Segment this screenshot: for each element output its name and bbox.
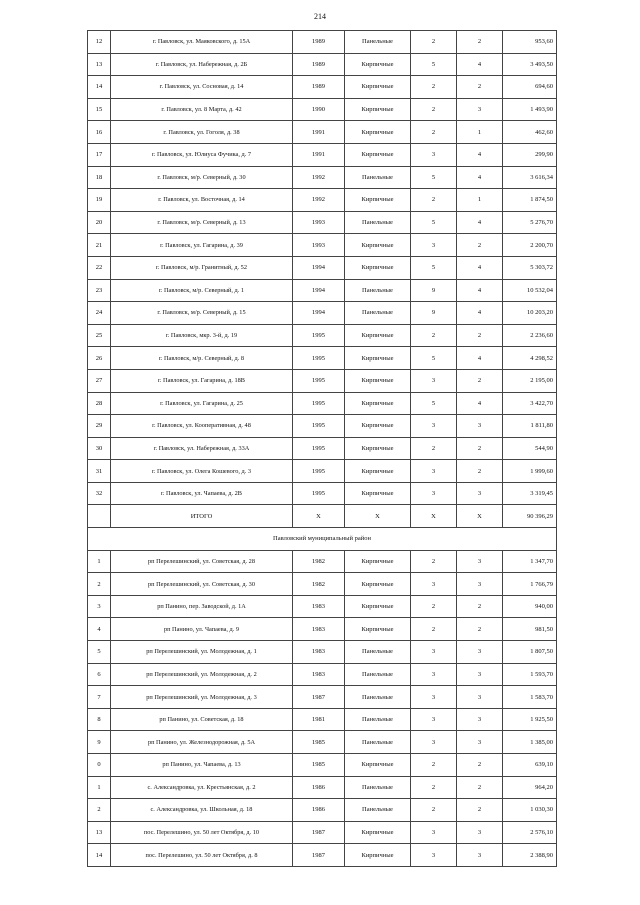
wall-material-cell: Кирпичные — [345, 143, 411, 166]
address-cell: пос. Перелешино, ул. 50 лет Октября, д. 10 — [111, 821, 293, 844]
address-cell: г. Павловск, м/р. Северный, д. 13 — [111, 211, 293, 234]
wall-material-cell: Панельные — [345, 731, 411, 754]
address-cell: г. Павловск, ул. Кооперативная, д. 48 — [111, 415, 293, 438]
entrances-cell: 3 — [457, 708, 503, 731]
entrances-cell: 4 — [457, 347, 503, 370]
floors-cell: 5 — [411, 256, 457, 279]
wall-material-cell: Панельные — [345, 799, 411, 822]
row-number-cell: 14 — [88, 76, 111, 99]
area-cell: 2 576,10 — [503, 821, 557, 844]
table-row — [88, 708, 557, 731]
table-row — [88, 799, 557, 822]
entrances-cell: 2 — [457, 234, 503, 257]
table-row — [88, 302, 557, 325]
table-row — [88, 460, 557, 483]
entrances-cell: 3 — [457, 573, 503, 596]
table-row — [88, 437, 557, 460]
floors-cell: 2 — [411, 618, 457, 641]
wall-material-cell: Кирпичные — [345, 98, 411, 121]
table-row — [88, 595, 557, 618]
address-cell: г. Павловск, м/р. Северный, д. 8 — [111, 347, 293, 370]
entrances-cell: 3 — [457, 686, 503, 709]
year-cell: 1982 — [293, 550, 345, 573]
table-row — [88, 392, 557, 415]
row-number-cell: 8 — [88, 708, 111, 731]
wall-material-cell: Панельные — [345, 302, 411, 325]
wall-material-cell: Панельные — [345, 279, 411, 302]
year-cell: 1987 — [293, 844, 345, 867]
floors-cell: 3 — [411, 460, 457, 483]
floors-cell: 2 — [411, 324, 457, 347]
table-row — [88, 550, 557, 573]
year-cell: 1981 — [293, 708, 345, 731]
row-number-cell: 15 — [88, 98, 111, 121]
row-number-cell: 14 — [88, 844, 111, 867]
row-number-cell: 17 — [88, 143, 111, 166]
address-cell: рп Панино, ул. Чапаева, д. 13 — [111, 754, 293, 777]
year-cell: 1985 — [293, 754, 345, 777]
year-cell: 1995 — [293, 460, 345, 483]
floors-cell: 3 — [411, 234, 457, 257]
row-number-cell: 12 — [88, 31, 111, 54]
area-cell: 3 616,34 — [503, 166, 557, 189]
row-number-cell: 26 — [88, 347, 111, 370]
year-cell: 1987 — [293, 686, 345, 709]
year-cell: 1989 — [293, 53, 345, 76]
entrances-cell: 2 — [457, 618, 503, 641]
address-cell: г. Павловск, ул. Гагарина, д. 39 — [111, 234, 293, 257]
floors-cell: 3 — [411, 821, 457, 844]
address-cell: г. Павловск, ул. Юлиуса Фучика, д. 7 — [111, 143, 293, 166]
address-cell: рп Панино, ул. Советская, д. 18 — [111, 708, 293, 731]
entrances-cell: 2 — [457, 437, 503, 460]
wall-material-cell: Панельные — [345, 211, 411, 234]
address-cell: г. Павловск, ул. Маяковского, д. 15А — [111, 31, 293, 54]
total-year-cell: X — [293, 505, 345, 528]
row-number-cell: 32 — [88, 482, 111, 505]
wall-material-cell: Кирпичные — [345, 369, 411, 392]
row-number-cell: 25 — [88, 324, 111, 347]
address-cell: рп Панино, пер. Заводской, д. 1А — [111, 595, 293, 618]
housing-register-table — [87, 30, 557, 867]
area-cell: 1 030,30 — [503, 799, 557, 822]
table-row — [88, 279, 557, 302]
table-row — [88, 166, 557, 189]
wall-material-cell: Кирпичные — [345, 121, 411, 144]
address-cell: г. Павловск, ул. Гоголя, д. 38 — [111, 121, 293, 144]
table-row — [88, 76, 557, 99]
address-cell: г. Павловск, ул. Восточная, д. 14 — [111, 189, 293, 212]
table-row — [88, 731, 557, 754]
wall-material-cell: Кирпичные — [345, 324, 411, 347]
row-number-cell: 28 — [88, 392, 111, 415]
row-number-cell: 6 — [88, 663, 111, 686]
floors-cell: 3 — [411, 482, 457, 505]
floors-cell: 2 — [411, 31, 457, 54]
row-number-cell: 23 — [88, 279, 111, 302]
row-number-cell: 4 — [88, 618, 111, 641]
table-row — [88, 776, 557, 799]
entrances-cell: 2 — [457, 369, 503, 392]
address-cell: г. Павловск, м/р. Северный, д. 15 — [111, 302, 293, 325]
floors-cell: 5 — [411, 53, 457, 76]
entrances-cell: 4 — [457, 143, 503, 166]
address-cell: г. Павловск, мкр. 3-й, д. 19 — [111, 324, 293, 347]
table-row — [88, 256, 557, 279]
area-cell: 694,60 — [503, 76, 557, 99]
row-number-cell: 21 — [88, 234, 111, 257]
entrances-cell: 2 — [457, 754, 503, 777]
year-cell: 1983 — [293, 641, 345, 664]
table-row — [88, 686, 557, 709]
wall-material-cell: Панельные — [345, 708, 411, 731]
entrances-cell: 4 — [457, 166, 503, 189]
area-cell: 10 203,20 — [503, 302, 557, 325]
row-number-cell: 30 — [88, 437, 111, 460]
table-row — [88, 211, 557, 234]
floors-cell: 3 — [411, 573, 457, 596]
address-cell: г. Павловск, ул. 8 Марта, д. 42 — [111, 98, 293, 121]
area-cell: 2 388,90 — [503, 844, 557, 867]
total-row — [88, 505, 557, 528]
row-number-cell: 7 — [88, 686, 111, 709]
year-cell: 1994 — [293, 302, 345, 325]
floors-cell: 2 — [411, 799, 457, 822]
table-body-bottom — [88, 550, 557, 866]
area-cell: 1 925,50 — [503, 708, 557, 731]
wall-material-cell: Панельные — [345, 686, 411, 709]
year-cell: 1995 — [293, 392, 345, 415]
table-row — [88, 844, 557, 867]
floors-cell: 5 — [411, 211, 457, 234]
table-row — [88, 754, 557, 777]
entrances-cell: 4 — [457, 256, 503, 279]
address-cell: пос. Перелешино, ул. 50 лет Октября, д. 8 — [111, 844, 293, 867]
floors-cell: 3 — [411, 844, 457, 867]
area-cell: 1 493,90 — [503, 98, 557, 121]
row-number-cell: 1 — [88, 776, 111, 799]
area-cell: 5 303,72 — [503, 256, 557, 279]
year-cell: 1983 — [293, 618, 345, 641]
entrances-cell: 3 — [457, 482, 503, 505]
address-cell: г. Павловск, ул. Сосновая, д. 14 — [111, 76, 293, 99]
wall-material-cell: Кирпичные — [345, 618, 411, 641]
entrances-cell: 3 — [457, 821, 503, 844]
row-number-cell: 19 — [88, 189, 111, 212]
floors-cell: 5 — [411, 166, 457, 189]
year-cell: 1987 — [293, 821, 345, 844]
area-cell: 981,50 — [503, 618, 557, 641]
wall-material-cell: Кирпичные — [345, 256, 411, 279]
area-cell: 3 493,50 — [503, 53, 557, 76]
row-number-cell: 29 — [88, 415, 111, 438]
wall-material-cell: Панельные — [345, 166, 411, 189]
floors-cell: 3 — [411, 369, 457, 392]
table-row — [88, 31, 557, 54]
wall-material-cell: Панельные — [345, 776, 411, 799]
table-row — [88, 324, 557, 347]
row-number-cell: 5 — [88, 641, 111, 664]
entrances-cell: 2 — [457, 324, 503, 347]
entrances-cell: 3 — [457, 731, 503, 754]
row-number-cell: 1 — [88, 550, 111, 573]
row-number-cell: 18 — [88, 166, 111, 189]
row-number-cell: 27 — [88, 369, 111, 392]
year-cell: 1989 — [293, 31, 345, 54]
wall-material-cell: Кирпичные — [345, 53, 411, 76]
row-number-cell: 9 — [88, 731, 111, 754]
table-row — [88, 53, 557, 76]
wall-material-cell: Кирпичные — [345, 392, 411, 415]
area-cell: 940,00 — [503, 595, 557, 618]
wall-material-cell: Кирпичные — [345, 844, 411, 867]
table-row — [88, 821, 557, 844]
address-cell: с. Александровка, ул. Крестьянская, д. 2 — [111, 776, 293, 799]
row-number-cell: 20 — [88, 211, 111, 234]
entrances-cell: 2 — [457, 31, 503, 54]
year-cell: 1986 — [293, 799, 345, 822]
floors-cell: 2 — [411, 98, 457, 121]
floors-cell: 3 — [411, 708, 457, 731]
total-entrances-cell: X — [457, 505, 503, 528]
section-row — [88, 528, 557, 551]
area-cell: 462,60 — [503, 121, 557, 144]
wall-material-cell: Кирпичные — [345, 415, 411, 438]
address-cell: г. Павловск, ул. Гагарина, д. 18В — [111, 369, 293, 392]
year-cell: 1983 — [293, 595, 345, 618]
table-row — [88, 369, 557, 392]
floors-cell: 2 — [411, 189, 457, 212]
year-cell: 1986 — [293, 776, 345, 799]
entrances-cell: 3 — [457, 641, 503, 664]
area-cell: 1 583,70 — [503, 686, 557, 709]
floors-cell: 2 — [411, 550, 457, 573]
total-floors-cell: X — [411, 505, 457, 528]
floors-cell: 2 — [411, 437, 457, 460]
entrances-cell: 2 — [457, 776, 503, 799]
address-cell: г. Павловск, ул. Чапаева, д. 2В — [111, 482, 293, 505]
wall-material-cell: Кирпичные — [345, 595, 411, 618]
table-row — [88, 347, 557, 370]
address-cell: рп Перелешинский, ул. Молодежная, д. 3 — [111, 686, 293, 709]
table-row — [88, 121, 557, 144]
address-cell: с. Александровка, ул. Школьная, д. 18 — [111, 799, 293, 822]
wall-material-cell: Кирпичные — [345, 482, 411, 505]
entrances-cell: 2 — [457, 460, 503, 483]
wall-material-cell: Панельные — [345, 31, 411, 54]
wall-material-cell: Кирпичные — [345, 573, 411, 596]
address-cell: рп Перелешинский, ул. Молодежная, д. 1 — [111, 641, 293, 664]
section-title: Павловский муниципальный район — [88, 528, 557, 551]
entrances-cell: 2 — [457, 76, 503, 99]
area-cell: 1 874,50 — [503, 189, 557, 212]
year-cell: 1993 — [293, 234, 345, 257]
entrances-cell: 4 — [457, 211, 503, 234]
floors-cell: 3 — [411, 143, 457, 166]
row-number-cell: 13 — [88, 53, 111, 76]
row-number-cell: 31 — [88, 460, 111, 483]
address-cell: г. Павловск, ул. Набережная, д. 2Б — [111, 53, 293, 76]
total-area-cell: 90 396,29 — [503, 505, 557, 528]
area-cell: 4 298,52 — [503, 347, 557, 370]
entrances-cell: 3 — [457, 415, 503, 438]
entrances-cell: 4 — [457, 279, 503, 302]
page-number: 214 — [314, 12, 326, 21]
area-cell: 1 347,70 — [503, 550, 557, 573]
area-cell: 953,60 — [503, 31, 557, 54]
year-cell: 1982 — [293, 573, 345, 596]
wall-material-cell: Кирпичные — [345, 550, 411, 573]
area-cell: 964,20 — [503, 776, 557, 799]
row-number-cell: 24 — [88, 302, 111, 325]
table-row — [88, 618, 557, 641]
address-cell: рп Перелешинский, ул. Молодежная, д. 2 — [111, 663, 293, 686]
area-cell: 10 532,04 — [503, 279, 557, 302]
floors-cell: 2 — [411, 776, 457, 799]
floors-cell: 3 — [411, 663, 457, 686]
row-number-cell: 2 — [88, 799, 111, 822]
address-cell: г. Павловск, ул. Набережная, д. 33А — [111, 437, 293, 460]
row-number-cell: 22 — [88, 256, 111, 279]
year-cell: 1995 — [293, 347, 345, 370]
area-cell: 1 385,00 — [503, 731, 557, 754]
wall-material-cell: Панельные — [345, 641, 411, 664]
year-cell: 1995 — [293, 415, 345, 438]
total-material-cell: X — [345, 505, 411, 528]
row-number-cell: 16 — [88, 121, 111, 144]
table-row — [88, 98, 557, 121]
year-cell: 1995 — [293, 482, 345, 505]
table-body-top — [88, 31, 557, 505]
row-number-cell: 2 — [88, 573, 111, 596]
year-cell: 1991 — [293, 143, 345, 166]
area-cell: 2 200,70 — [503, 234, 557, 257]
area-cell: 1 811,80 — [503, 415, 557, 438]
floors-cell: 9 — [411, 279, 457, 302]
floors-cell: 2 — [411, 121, 457, 144]
floors-cell: 3 — [411, 641, 457, 664]
wall-material-cell: Кирпичные — [345, 76, 411, 99]
total-label-cell: ИТОГО — [111, 505, 293, 528]
year-cell: 1989 — [293, 76, 345, 99]
area-cell: 1 999,60 — [503, 460, 557, 483]
table-row — [88, 234, 557, 257]
area-cell: 544,90 — [503, 437, 557, 460]
wall-material-cell: Кирпичные — [345, 347, 411, 370]
area-cell: 2 195,00 — [503, 369, 557, 392]
address-cell: рп Перелешинский, ул. Советская, д. 28 — [111, 550, 293, 573]
floors-cell: 3 — [411, 686, 457, 709]
entrances-cell: 2 — [457, 595, 503, 618]
address-cell: г. Павловск, м/р. Северный, д. 1 — [111, 279, 293, 302]
area-cell: 5 276,70 — [503, 211, 557, 234]
entrances-cell: 4 — [457, 53, 503, 76]
address-cell: рп Панино, ул. Железнодорожная, д. 5А — [111, 731, 293, 754]
year-cell: 1994 — [293, 279, 345, 302]
wall-material-cell: Кирпичные — [345, 437, 411, 460]
floors-cell: 2 — [411, 754, 457, 777]
floors-cell: 5 — [411, 347, 457, 370]
address-cell: рп Панино, ул. Чапаева, д. 9 — [111, 618, 293, 641]
entrances-cell: 1 — [457, 121, 503, 144]
floors-cell: 9 — [411, 302, 457, 325]
floors-cell: 3 — [411, 731, 457, 754]
address-cell: г. Павловск, ул. Олега Кошевого, д. 3 — [111, 460, 293, 483]
table-row — [88, 663, 557, 686]
table-row — [88, 641, 557, 664]
year-cell: 1991 — [293, 121, 345, 144]
year-cell: 1995 — [293, 437, 345, 460]
entrances-cell: 3 — [457, 98, 503, 121]
row-number-cell: 3 — [88, 595, 111, 618]
floors-cell: 2 — [411, 595, 457, 618]
wall-material-cell: Кирпичные — [345, 234, 411, 257]
entrances-cell: 3 — [457, 844, 503, 867]
wall-material-cell: Кирпичные — [345, 754, 411, 777]
row-number-cell: 13 — [88, 821, 111, 844]
table-row — [88, 415, 557, 438]
table-row — [88, 573, 557, 596]
table-row — [88, 189, 557, 212]
table-total — [88, 505, 557, 550]
wall-material-cell: Кирпичные — [345, 821, 411, 844]
wall-material-cell: Панельные — [345, 663, 411, 686]
floors-cell: 5 — [411, 392, 457, 415]
table-row — [88, 482, 557, 505]
area-cell: 3 319,45 — [503, 482, 557, 505]
wall-material-cell: Кирпичные — [345, 460, 411, 483]
area-cell: 299,90 — [503, 143, 557, 166]
address-cell: г. Павловск, м/р. Северный, д. 30 — [111, 166, 293, 189]
address-cell: г. Павловск, ул. Гагарина, д. 25 — [111, 392, 293, 415]
year-cell: 1990 — [293, 98, 345, 121]
area-cell: 639,10 — [503, 754, 557, 777]
area-cell: 1 593,70 — [503, 663, 557, 686]
area-cell: 1 766,79 — [503, 573, 557, 596]
row-number-cell: 0 — [88, 754, 111, 777]
year-cell: 1994 — [293, 256, 345, 279]
floors-cell: 3 — [411, 415, 457, 438]
address-cell: рп Перелешинский, ул. Советская, д. 30 — [111, 573, 293, 596]
total-no-cell — [88, 505, 111, 528]
table-row — [88, 143, 557, 166]
area-cell: 2 236,60 — [503, 324, 557, 347]
area-cell: 3 422,70 — [503, 392, 557, 415]
area-cell: 1 807,50 — [503, 641, 557, 664]
entrances-cell: 3 — [457, 663, 503, 686]
year-cell: 1983 — [293, 663, 345, 686]
address-cell: г. Павловск, м/р. Гранитный, д. 52 — [111, 256, 293, 279]
year-cell: 1992 — [293, 189, 345, 212]
floors-cell: 2 — [411, 76, 457, 99]
year-cell: 1995 — [293, 324, 345, 347]
entrances-cell: 4 — [457, 302, 503, 325]
year-cell: 1995 — [293, 369, 345, 392]
year-cell: 1992 — [293, 166, 345, 189]
entrances-cell: 1 — [457, 189, 503, 212]
entrances-cell: 2 — [457, 799, 503, 822]
year-cell: 1985 — [293, 731, 345, 754]
wall-material-cell: Кирпичные — [345, 189, 411, 212]
year-cell: 1993 — [293, 211, 345, 234]
entrances-cell: 3 — [457, 550, 503, 573]
entrances-cell: 4 — [457, 392, 503, 415]
